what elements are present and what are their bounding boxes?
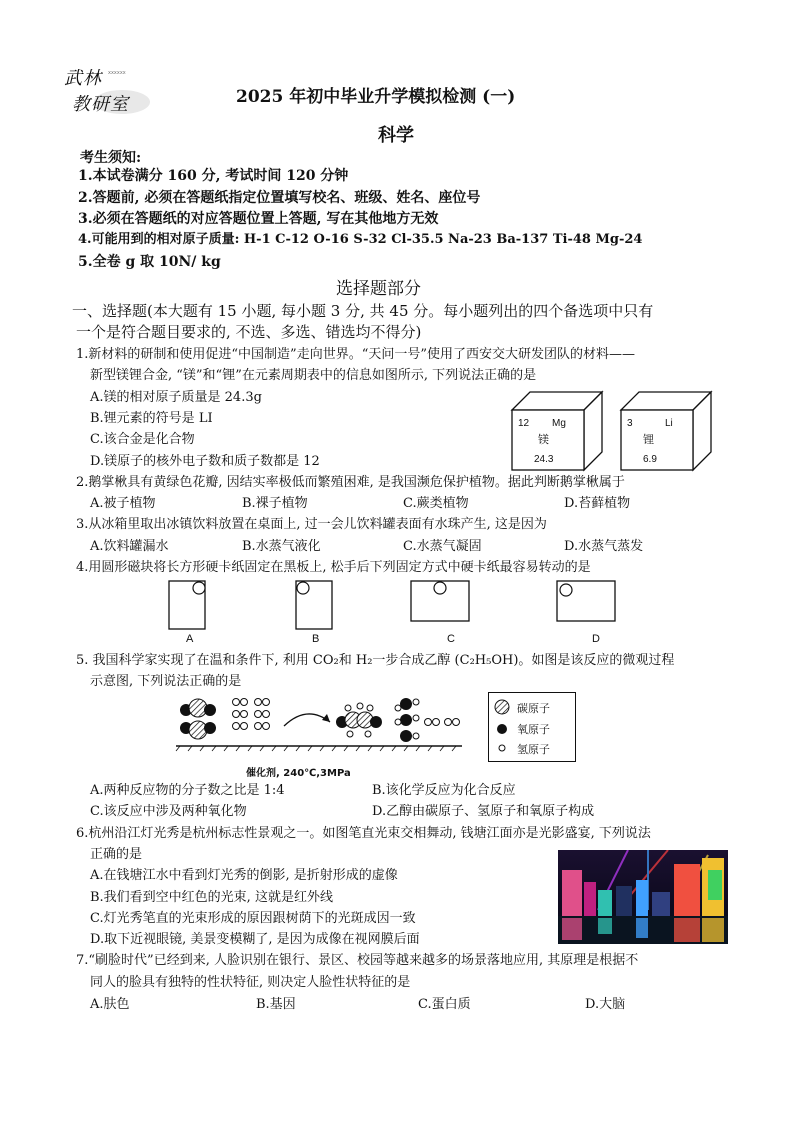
card-a-figure: [168, 580, 208, 632]
li-atomic-number: 3: [627, 418, 633, 429]
subject-title: 科学: [378, 125, 414, 146]
notice-item: 5.全卷 g 取 10N/ kg: [78, 254, 221, 270]
question-1-option: C.该合金是化合物: [90, 432, 195, 447]
notice-item: 3.必须在答题纸的对应答题位置上答题, 写在其他地方无效: [78, 211, 439, 227]
question-5-option: B.该化学反应为化合反应: [372, 783, 516, 798]
logo-text-line1: 武林: [64, 68, 102, 89]
notice-item: 1.本试卷满分 160 分, 考试时间 120 分钟: [78, 168, 349, 184]
question-1-stem: 1.新材料的研制和使用促进“中国制造”走向世界。“天问一号”使用了西安交大研发团队的材料——: [76, 347, 635, 362]
question-7-stem: 同人的脸具有独特的性状特征, 则决定人脸性状特征的是: [90, 975, 411, 990]
li-name: 锂: [643, 433, 654, 446]
question-6-option: A.在钱塘江水中看到灯光秀的倒影, 是折射形成的虚像: [90, 868, 398, 883]
atom-legend: [488, 692, 576, 762]
element-cube-mg: [508, 388, 608, 472]
mg-mass: 24.3: [534, 454, 554, 465]
question-1-stem: 新型镁锂合金, “镁”和“锂”在元素周期表中的信息如图所示, 下列说法正确的是: [90, 368, 537, 383]
card-b-figure: [295, 580, 335, 632]
logo-text-line2: 教研室: [72, 94, 129, 115]
question-7-option: C.蛋白质: [418, 997, 471, 1012]
question-5-option: A.两种反应物的分子数之比是 1:4: [90, 783, 285, 798]
question-3-option: A.饮料罐漏水: [90, 539, 169, 554]
question-6-option: B.我们看到空中红色的光束, 这就是红外线: [90, 890, 333, 905]
question-3-option: C.水蒸气凝固: [403, 539, 482, 554]
section-title: 选择题部分: [336, 279, 421, 299]
question-7-option: B.基因: [256, 997, 296, 1012]
oxygen-atom-icon: [494, 721, 510, 737]
question-2-stem: 2.鹅掌楸具有黄绿色花瓣, 因结实率极低而繁殖困难, 是我国濒危保护植物。据此判断鹅掌楸属于: [76, 475, 625, 490]
cube-mg-icon: [508, 388, 608, 472]
carbon-atom-icon: [494, 699, 510, 715]
card-label: B: [312, 633, 320, 645]
section-intro: 一、选择题(本大题有 15 小题, 每小题 3 分, 共 45 分。每小题列出的四个备选项中只有: [72, 302, 654, 320]
li-symbol: Li: [665, 418, 673, 429]
cube-li-icon: [617, 388, 717, 472]
notice-heading: 考生须知:: [80, 150, 142, 166]
question-5-stem: 示意图, 下列说法正确的是: [90, 674, 242, 689]
element-cube-li: [617, 388, 717, 472]
logo-small-text: xxxxxx: [108, 70, 126, 76]
question-3-option: D.水蒸气蒸发: [564, 539, 644, 554]
li-mass: 6.9: [643, 454, 657, 465]
hydrogen-atom-icon: [494, 740, 510, 756]
mg-atomic-number: 12: [518, 418, 530, 429]
question-4-stem: 4.用圆形磁块将长方形硬卡纸固定在黑板上, 松手后下列固定方式中硬卡纸最容易转动的是: [76, 560, 591, 575]
question-2-option: A.被子植物: [90, 496, 156, 511]
question-6-stem: 正确的是: [90, 847, 143, 862]
notice-item: 4.可能用到的相对原子质量: H-1 C-12 O-16 S-32 Cl-35.5 Na-23 Ba-137 Ti-48 Mg-24: [78, 232, 643, 247]
question-6-option: D.取下近视眼镜, 美景变模糊了, 是因为成像在视网膜后面: [90, 932, 420, 947]
question-7-option: D.大脑: [585, 997, 626, 1012]
catalyst-label: 催化剂, 240℃,3MPa: [246, 768, 351, 779]
question-6-stem: 6.杭州沿江灯光秀是杭州标志性景观之一。如图笔直光束交相舞动, 钱塘江面亦是光影盛宴, 下列说法: [76, 826, 651, 841]
card-label: D: [592, 633, 600, 645]
question-2-option: D.苔藓植物: [564, 496, 631, 511]
question-2-option: B.裸子植物: [242, 496, 308, 511]
mg-symbol: Mg: [552, 418, 566, 429]
question-3-stem: 3.从冰箱里取出冰镇饮料放置在桌面上, 过一会儿饮料罐表面有水珠产生, 这是因为: [76, 517, 547, 532]
question-7-stem: 7.“刷脸时代”已经到来, 人脸识别在银行、景区、校园等越来越多的场景落地应用, 其原理是根据不: [76, 953, 639, 968]
question-1-option: D.镁原子的核外电子数和质子数都是 12: [90, 454, 320, 469]
section-intro: 一个是符合题目要求的, 不选、多选、错选均不得分): [76, 323, 422, 341]
card-c-figure: [410, 580, 472, 624]
question-5-option: D.乙醇由碳原子、氢原子和氧原子构成: [372, 804, 595, 819]
question-3-option: B.水蒸气液化: [242, 539, 321, 554]
legend-label: 氢原子: [517, 743, 550, 756]
question-5-stem: 5. 我国科学家实现了在温和条件下, 利用 CO₂和 H₂一步合成乙醇 (C₂H₅OH)。如图是该反应的微观过程: [76, 653, 675, 668]
mg-name: 镁: [538, 433, 549, 446]
card-label: C: [447, 633, 455, 645]
logo: [62, 62, 152, 118]
question-5-option: C.该反应中涉及两种氧化物: [90, 804, 247, 819]
legend-label: 氧原子: [517, 723, 550, 736]
legend-label: 碳原子: [517, 702, 550, 715]
question-7-option: A.肤色: [90, 997, 130, 1012]
question-1-option: B.锂元素的符号是 LI: [90, 411, 213, 426]
exam-title: 2025 年初中毕业升学模拟检测 (一): [236, 87, 516, 107]
notice-item: 2.答题前, 必须在答题纸指定位置填写校名、班级、姓名、座位号: [78, 190, 481, 206]
reaction-diagram: [172, 692, 472, 752]
question-1-option: A.镁的相对原子质量是 24.3g: [90, 390, 262, 405]
card-label: A: [186, 633, 194, 645]
question-2-option: C.蕨类植物: [403, 496, 469, 511]
light-show-photo: [558, 850, 728, 944]
question-6-option: C.灯光秀笔直的光束形成的原因跟树荫下的光斑成因一致: [90, 911, 416, 926]
card-d-figure: [556, 580, 618, 624]
